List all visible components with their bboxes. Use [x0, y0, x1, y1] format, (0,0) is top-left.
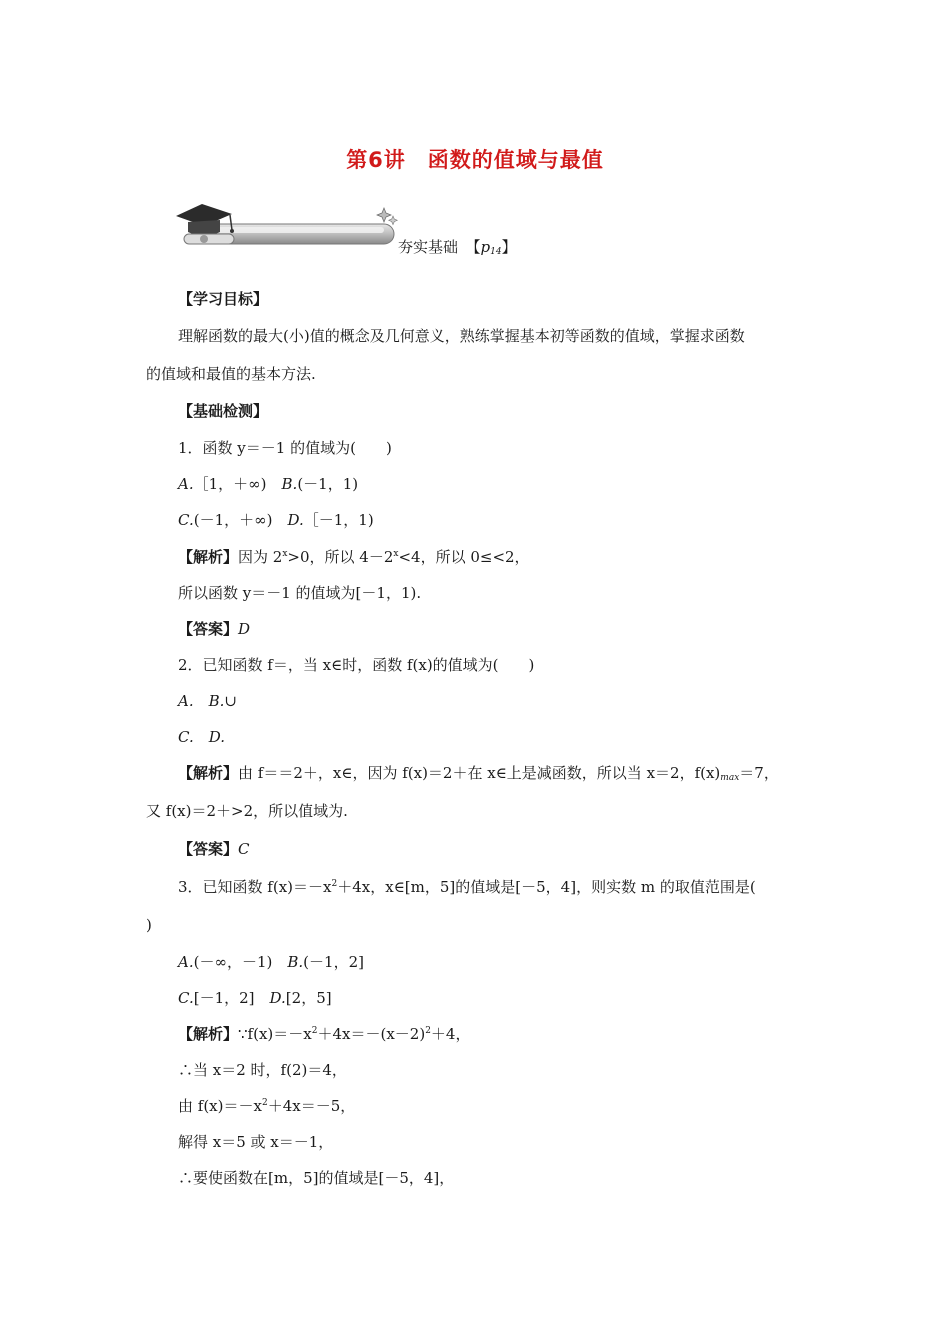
goal-text-line2: 的值域和最值的基本方法. — [146, 365, 316, 383]
q1-analysis-line2: 所以函数 y＝－1 的值域为[－1，1). — [178, 584, 422, 602]
banner-label: 夯实基础 【$p_{14}$】 — [398, 238, 517, 257]
check-header: 【基础检测】 — [178, 402, 269, 420]
q3-options-ab: A.(－∞，－1) B.(－1，2] — [178, 953, 364, 971]
q3-analysis-line4: 解得 x＝5 或 x＝－1， — [178, 1133, 334, 1151]
q3-options-cd: C.[－1，2] D.[2，5] — [178, 989, 332, 1007]
q2-options-cd: C. D. — [178, 728, 225, 746]
q3-stem-line2: ) — [146, 916, 152, 934]
q1-stem: 1．函数 y＝－1 的值域为( ) — [178, 439, 392, 457]
q1-answer: 【答案】D — [178, 620, 251, 638]
q1-options-ab: A.［1，＋∞) B.(－1，1) — [178, 475, 359, 493]
q1-analysis: 【解析】因为 $2^x>0$，所以 $4-2^x<4$，所以 0≤<2， — [178, 548, 530, 566]
q3-analysis-line3: 由 $f(x)=-x^2+4x=-5$， — [178, 1097, 356, 1115]
q2-stem: 2．已知函数 f＝，当 x∈时，函数 f(x)的值域为( ) — [178, 656, 535, 674]
q2-analysis-line2: 又 f(x)＝2＋>2，所以值域为. — [146, 802, 348, 820]
q3-stem: 3．已知函数 $f(x)=-x^2+4x$，x∈[m，5]的值域是[－5，4]，则实数 m 的取值范围是( — [178, 878, 756, 896]
q2-analysis: 【解析】由 f＝＝2＋，x∈，因为 f(x)＝2＋在 x∈上是减函数，所以当 x＝2，$f(x)_{max}=7$， — [178, 764, 779, 783]
goal-text-line1: 理解函数的最大(小)值的概念及几何意义，熟练掌握基本初等函数的值域，掌握求函数 — [178, 327, 745, 345]
goal-header: 【学习目标】 — [178, 290, 269, 308]
q1-options-cd: C.(－1，＋∞) D.［－1，1) — [178, 511, 374, 529]
q3-analysis: 【解析】$\because f(x)=-x^2+4x=-(x-2)^2+4$， — [178, 1025, 471, 1043]
q2-options-ab: A. B.∪ — [178, 692, 237, 710]
page-title: 第6讲 函数的值域与最值 — [346, 148, 604, 172]
q2-answer: 【答案】C — [178, 840, 250, 858]
q3-analysis-line2: ∴当 x＝2 时，f(2)＝4， — [178, 1061, 347, 1079]
q3-analysis-line5: ∴要使函数在[m，5]的值域是[－5，4]， — [178, 1169, 455, 1187]
section-banner — [172, 198, 532, 258]
